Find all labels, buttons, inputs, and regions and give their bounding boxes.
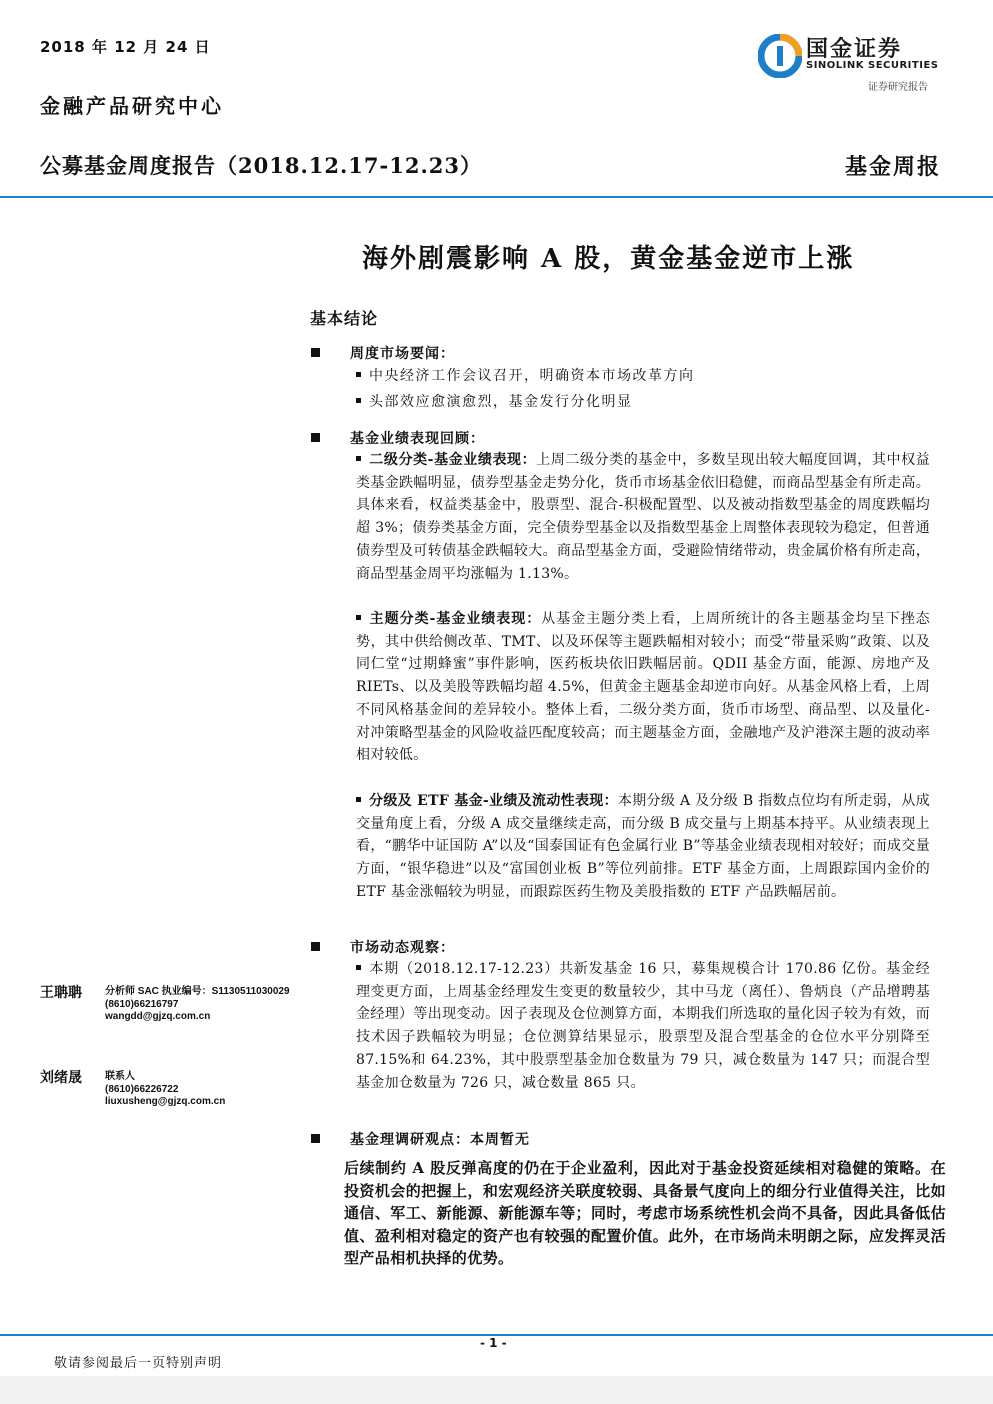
analyst-details [105, 1071, 225, 1109]
item-bullet-icon [356, 797, 361, 802]
analyst-role: 联系人 [105, 1071, 135, 1082]
section-bullet-icon [311, 348, 320, 357]
analyst-email[interactable]: wangdd@gjzq.com.cn [105, 1011, 211, 1022]
report-title: 公募基金周度报告（2018.12.17-12.23） [40, 153, 482, 178]
main-title: 海外剧震影响 A 股，黄金基金逆市上涨 [362, 244, 855, 274]
market-paragraph: 本期（2018.12.17-12.23）共新发基金 16 只，募集规模合计 170.86 亿份。基金经理变更方面，上周基金经理发生变更的数量较少，其中马龙（离任）、鲁炳良（产品增聘基金经理）等出现变动。因子表现及仓位测算方面，本期我们所选取的量化因子较为有效，而技术因子跌幅较为明显；仓位测算结果显示，股票型及混合型基金的仓位水平分别降至 87.15%和 64.23%，其中股票型基金加仓数量为 79 只，减仓数量为 147 只；而混合型基金加仓数量为 726 只，减仓数量 865 只。 [356, 961, 930, 1091]
item-bullet-icon [356, 456, 361, 461]
section-bullet-icon [311, 433, 320, 442]
report-date: 2018 年 12 月 24 日 [40, 38, 211, 56]
section-heading-performance: 基金业绩表现回顾： [350, 431, 485, 447]
news-item: 中央经济工作会议召开，明确资本市场改革方向 [356, 365, 695, 385]
section-bullet-icon [311, 942, 320, 951]
analyst-details [105, 986, 290, 1024]
report-category: 证券研究报告 [868, 82, 928, 93]
item-bullet-icon [356, 615, 361, 620]
logo-name-en: SINOLINK SECURITIES [806, 60, 939, 71]
logo-mark-icon [758, 34, 802, 78]
analyst-role: 分析师 SAC 执业编号：S1130511030029 [105, 986, 290, 997]
report-type: 基金周报 [844, 154, 941, 180]
item-bullet-icon [356, 398, 361, 403]
page-bottom-band [0, 1376, 993, 1404]
analyst-email[interactable]: liuxusheng@gjzq.com.cn [105, 1096, 226, 1107]
performance-paragraph-1: 二级分类-基金业绩表现：上周二级分类的基金中，多数呈现出较大幅度回调，其中权益类基金跌幅明显，债券型基金走势分化，货币市场基金依旧稳健，而商品型基金有所走高。具体来看，权益类基金中，股票型、混合-积极配置型、以及被动指数型基金的周度跌幅均超 3%；债券类基金方面，完全债券型基金以及指数型基金上周整体表现较为稳定，但普通债券型及可转债基金跌幅较大。商品型基金方面，受避险情绪带动，贵金属价格有所走高，商品型基金周平均涨幅为 1.13%。 [356, 452, 930, 582]
analyst-name: 王聃聃 [40, 985, 82, 1001]
logo-name-cn: 国金证券 [806, 37, 903, 62]
section-heading-news: 周度市场要闻： [350, 346, 455, 362]
performance-paragraph-3: 分级及 ETF 基金-业绩及流动性表现：本期分级 A 及分级 B 指数点位均有所走弱，从成交量角度上看，分级 A 成交量继续走高，而分级 B 成交量与上期基本持平。从业绩表现上看，“鹏华中证国防 A”以及“国泰国证有色金属行业 B”等基金业绩表现相对较好；而成交量方面，“银华稳进”以及“富国创业板 B”等位列前排。ETF 基金方面，上周跟踪国内金价的 ETF 基金涨幅较为明显，而跟踪医药生物及美股指数的 ETF 产品跌幅居前。 [356, 793, 930, 900]
research-center: 金融产品研究中心 [40, 94, 224, 118]
item-bullet-icon [356, 372, 361, 377]
analyst-phone: (8610)66216797 [105, 998, 179, 1010]
header-divider [0, 196, 993, 198]
performance-paragraph-2: 主题分类-基金业绩表现：从基金主题分类上看，上周所统计的各主题基金均呈下挫态势，其中供给侧改革、TMT、以及环保等主题跌幅相对较小；而受“带量采购”政策、以及同仁堂“过期蜂蜜”事件影响，医药板块依旧跌幅居前。QDII 基金方面，能源、房地产及 RIETs、以及美股等跌幅均超 4.5%，但黄金主题基金却逆市向好。从基金风格上看，上周不同风格基金间的差异较小。整体上看，二级分类方面，货币市场型、商品型、以及量化-对冲策略型基金的风险收益匹配度较高；而主题基金方面，金融地产及沪港深主题的波动率相对较低。 [356, 611, 930, 764]
news-item: 头部效应愈演愈烈，基金发行分化明显 [356, 391, 633, 411]
section-bullet-icon [311, 1134, 320, 1143]
section-heading-market: 市场动态观察： [350, 940, 455, 956]
item-bullet-icon [356, 965, 361, 970]
section-heading-research: 基金理调研观点：本周暂无 [350, 1132, 530, 1148]
page-number: - 1 - [480, 1336, 507, 1350]
conclusion-heading: 基本结论 [310, 309, 379, 328]
analyst-name: 刘绪晟 [40, 1070, 82, 1086]
research-conclusion: 后续制约 A 股反弹高度的仍在于企业盈利，因此对于基金投资延续相对稳健的策略。在投资机会的把握上，和宏观经济关联度较弱、具备景气度向上的细分行业值得关注，比如通信、军工、新能源、新能源车等；同时，考虑市场系统性机会尚不具备，因此具备低估值、盈利相对稳定的资产也有较强的配置价值。此外，在市场尚未明朗之际，应发挥灵活型产品相机抉择的优势。 [344, 1159, 946, 1267]
disclaimer-text: 敬请参阅最后一页特别声明 [54, 1356, 223, 1371]
analyst-phone: (8610)66226722 [105, 1083, 179, 1095]
